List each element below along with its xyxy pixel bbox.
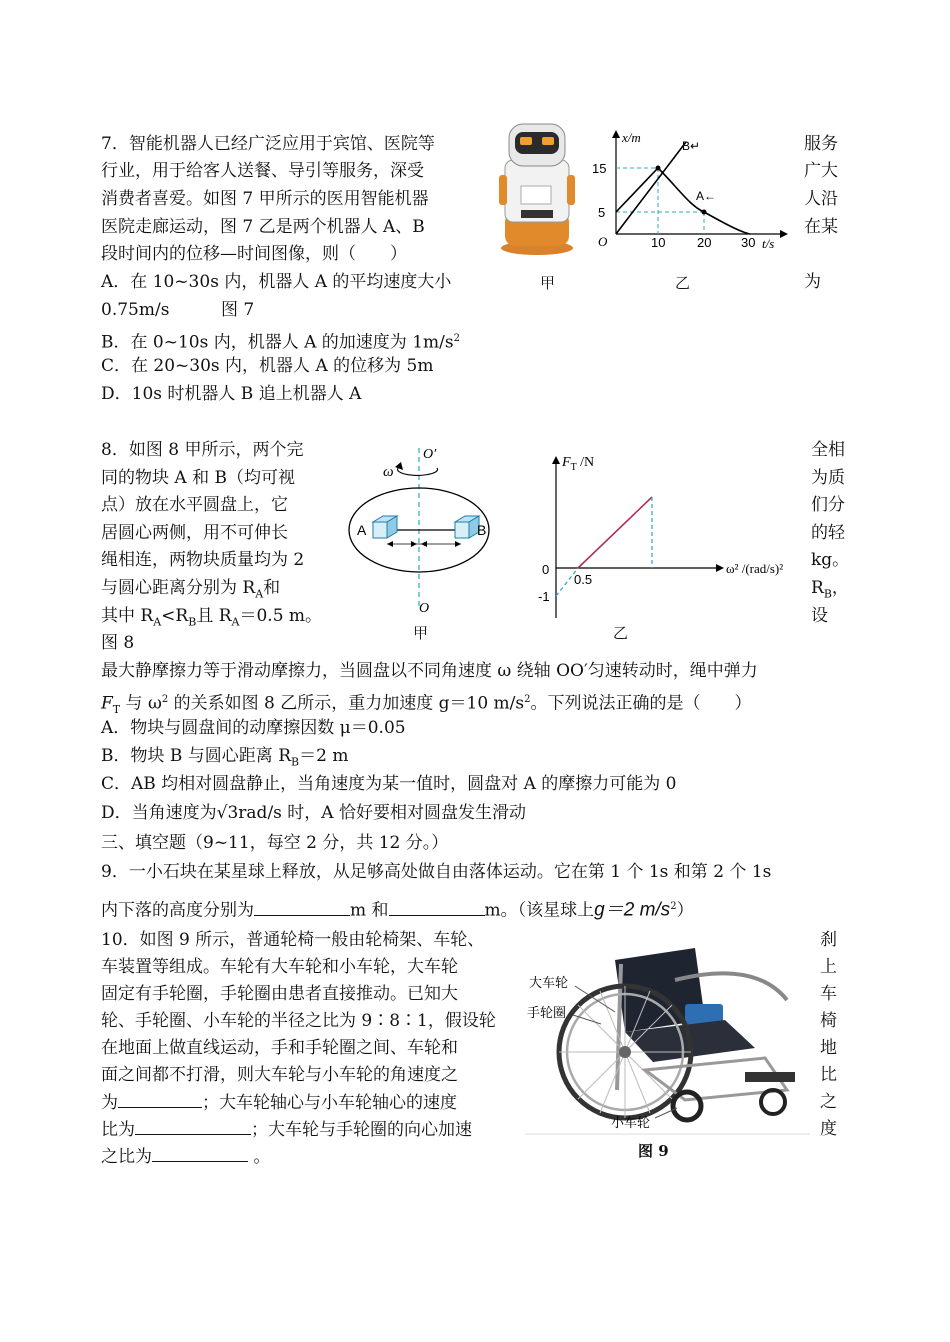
q10-right-fragment-5: 地 [820, 1038, 837, 1058]
q10-right-fragment-4: 椅 [820, 1011, 837, 1031]
sqrt-3: √3 [216, 803, 239, 823]
q10-line-4: 轮、手轮圈、小车轮的半径之比为 9∶8∶1，假设轮 [101, 1011, 496, 1031]
q10-line-3: 固定有手轮圈，手轮圈由患者直接推动。已知大 [101, 984, 458, 1004]
q10-line-6: 面之间都不打滑，则大车轮与小车轮的角速度之 [101, 1065, 458, 1085]
q7-right-fragment-3: 人沿 [804, 189, 838, 209]
q7-option-a: A．在 10~30s 内，机器人 A 的平均速度大小 [101, 272, 452, 292]
q8-arrow-mid-right [421, 541, 427, 547]
q8-line-5: 绳相连，两物块质量均为 2 [101, 550, 305, 570]
q7-line-4: 医院走廊运动，图 7 乙是两个机器人 A、B [101, 217, 425, 237]
q7-point-10s [656, 166, 661, 171]
q8-right-fragment-6: $R_B$， [811, 578, 849, 601]
q10-right-fragment-7: 之 [820, 1092, 837, 1112]
q7-series-a-label: A← [696, 189, 717, 203]
q8-line-7: 其中 $R_A<R_B$且 $R_A=0.5$ m。 [101, 606, 323, 629]
q8-label-yi: 乙 [613, 624, 629, 642]
q8-rotation-arrow [398, 466, 438, 475]
q8-force-graph [530, 448, 800, 620]
q10-right-fragment-8: 度 [820, 1119, 837, 1139]
wheel-hub [619, 1046, 631, 1058]
q8-label-o: O [419, 601, 430, 616]
q8-option-b: B．物块 B 与圆心距离 $R_B=2$ m [101, 746, 349, 769]
q7-x-tick-20: 20 [697, 235, 712, 250]
q10-blank-3[interactable] [152, 1143, 248, 1162]
q8-y-label: $F_T$ /N [562, 455, 595, 473]
q8-right-fragment-3: 们分 [811, 495, 845, 515]
q8-right-fragment-5: kg。 [811, 550, 850, 570]
q7-right-fragment-1: 服务 [804, 134, 838, 154]
robot-illustration [497, 120, 577, 256]
q10-figure-caption: 图 9 [638, 1142, 669, 1160]
q10-line-5: 在地面上做直线运动，手和手轮圈之间、车轮和 [101, 1038, 458, 1058]
q8-body-2: $F_T$ 与 $\omega^2$ 的关系如图 8 乙所示，重力加速度 g＝10 $m/s^2$。下列说法正确的是（ ） [101, 693, 752, 717]
q7-x-tick-10: 10 [651, 235, 666, 250]
q10-right-fragment-3: 车 [820, 984, 837, 1004]
q7-label-jia: 甲 [540, 274, 556, 292]
small-wheel-rear [761, 1090, 785, 1114]
q7-xt-graph [590, 126, 790, 256]
q7-option-c: C．在 20~30s 内，机器人 A 的位移为 5m [101, 356, 434, 376]
q10-blank-1[interactable] [118, 1089, 202, 1108]
q8-right-fragment-1: 全相 [811, 440, 845, 460]
q7-series-b-label: B↵ [682, 139, 701, 153]
q7-option-a-cont: 0.75m/s [101, 300, 170, 320]
q8-arrow-right [455, 541, 461, 547]
q9-blank-2[interactable] [389, 897, 485, 916]
callout-big-wheel: 大车轮 [529, 976, 569, 991]
q8-line-3: 点）放在水平圆盘上，它 [101, 495, 288, 515]
q7-right-fragment-4: 在某 [804, 217, 838, 237]
q8-option-d: D．当角速度为√3rad/s 时，A 恰好要相对圆盘发生滑动 [101, 803, 526, 823]
q8-line-6: 与圆心距离分别为 $R_A$和 [101, 578, 281, 601]
q8-option-a: A．物块与圆盘间的动摩擦因数 μ＝0.05 [101, 718, 406, 738]
section-3-heading: 三、填空题（9~11，每空 2 分，共 12 分。） [101, 833, 449, 853]
small-wheel [673, 1092, 701, 1120]
footrest [745, 1072, 795, 1082]
q9-line-2: 内下落的高度分别为 m 和 m。（该星球上g＝2 $m/s^2$） [101, 893, 694, 925]
q8-option-c: C．AB 均相对圆盘静止，当角速度为某一值时，圆盘对 A 的摩擦力可能为 0 [101, 774, 677, 794]
q8-label-b: B [477, 522, 487, 538]
q7-y-axis-arrow [612, 130, 620, 138]
q7-x-label: t/s [762, 236, 775, 251]
block-b [455, 516, 479, 538]
q7-label-yi: 乙 [675, 274, 691, 292]
q10-line-2: 车装置等组成。车轮有大车轮和小车轮，大车轮 [101, 957, 458, 977]
q8-neg-one-label: -1 [538, 589, 550, 604]
q7-y-tick-5: 5 [598, 205, 606, 220]
q7-right-fragment-2: 广大 [804, 161, 838, 181]
q7-point-20s [702, 210, 707, 215]
q7-option-b-sup: 2 [453, 333, 460, 344]
q7-right-fragment-5: 为 [804, 272, 821, 292]
q10-blank-2[interactable] [135, 1116, 251, 1135]
q8-label-omega: ω [383, 464, 394, 480]
callout-hand-rim: 手轮圈 [527, 1006, 567, 1021]
q7-y-label: x/m [622, 130, 641, 145]
q8-right-fragment-7: 设 [811, 606, 828, 626]
q7-x-tick-30: 30 [741, 235, 756, 250]
q7-y-tick-15: 15 [592, 161, 607, 176]
q8-zero-label: 0 [542, 562, 550, 577]
q8-arrow-mid-left [411, 541, 417, 547]
q7-line-b [616, 142, 686, 234]
q8-label-jia: 甲 [413, 624, 429, 642]
q8-line-4: 居圆心两侧，用不可伸长 [101, 523, 288, 543]
q8-label-o-prime: O′ [423, 447, 437, 462]
q8-right-fragment-4: 的轻 [811, 523, 845, 543]
q8-body-1: 最大静摩擦力等于滑动摩擦力，当圆盘以不同角速度 ω 绕轴 OO′匀速转动时，绳中弹力 [101, 661, 758, 681]
q8-x-axis-arrow [716, 564, 724, 572]
callout-small-wheel: 小车轮 [611, 1116, 651, 1131]
q8-tick-label: 0.5 [574, 572, 593, 587]
q10-right-fragment-2: 上 [820, 957, 837, 977]
block-a [373, 516, 397, 538]
q10-line-1: 10．如图 9 所示，普通轮椅一般由轮椅架、车轮、 [101, 930, 485, 950]
q10-line-9: 之比为 。 [101, 1143, 270, 1171]
q7-figure-caption: 图 7 [221, 300, 255, 320]
q8-right-fragment-2: 为质 [811, 468, 845, 488]
q8-line-2: 同的物块 A 和 B（均可视 [101, 468, 295, 488]
q8-rotation-arrowhead [395, 462, 403, 470]
q10-right-fragment-6: 比 [820, 1065, 837, 1085]
q7-x-axis-arrow [780, 230, 788, 238]
q8-force-line [578, 497, 652, 568]
q10-line-7: 为 ；大车轮轴心与小车轮轴心的速度 [101, 1089, 457, 1117]
q8-disk-diagram [343, 440, 503, 620]
q7-line-5: 段时间内的位移—时间图像，则（ ） [101, 244, 407, 264]
q8-x-label: ω² /(rad/s)² [726, 561, 784, 576]
q10-right-fragment-1: 刹 [820, 930, 837, 950]
q9-line-1: 9．一小石块在某星球上释放，从足够高处做自由落体运动。它在第 1 个 1s 和第 2 个 1s [101, 862, 772, 882]
q10-line-8: 比为 ；大车轮与手轮圈的向心加速 [101, 1116, 472, 1144]
q7-line-2: 行业，用于给客人送餐、导引等服务，深受 [101, 161, 424, 181]
q7-origin: O [598, 234, 608, 249]
q8-label-a: A [357, 522, 367, 538]
q8-y-axis-arrow [552, 456, 560, 464]
q7-option-b: B．在 0~10s 内，机器人 A 的加速度为 $1m/s^2$ [101, 332, 460, 353]
q7-curve-a [616, 168, 750, 234]
q7-option-d: D．10s 时机器人 B 追上机器人 A [101, 384, 362, 404]
q8-figure-caption: 图 8 [101, 633, 135, 653]
q7-line-3: 消费者喜爱。如图 7 甲所示的医用智能机器 [101, 189, 429, 209]
q8-arrow-left [387, 541, 393, 547]
q8-line-1: 8．如图 8 甲所示，两个完 [101, 440, 304, 460]
q7-line-1: 7．智能机器人已经广泛应用于宾馆、医院等 [101, 134, 435, 154]
q9-blank-1[interactable] [254, 897, 350, 916]
wheelchair-illustration [525, 940, 810, 1135]
